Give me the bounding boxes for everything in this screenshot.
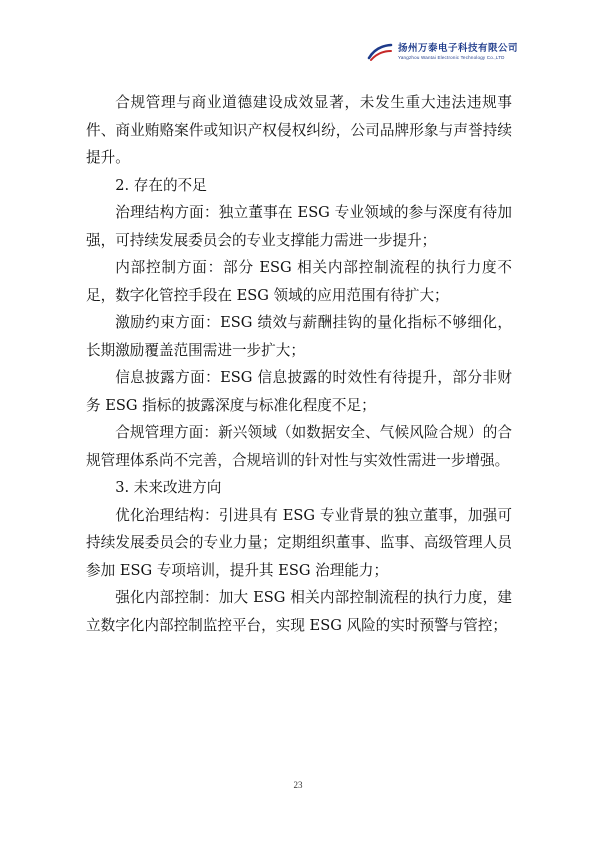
company-name-block: [398, 44, 518, 60]
page-number: 23: [293, 780, 303, 790]
paragraph-optimize-governance: 优化治理结构：引进具有 ESG 专业背景的独立董事，加强可持续发展委员会的专业力量；定期组织董事、监事、高级管理人员参加 ESG 专项培训，提升其 ESG 治理能力；: [86, 506, 512, 579]
paragraph-disclosure: 信息披露方面：ESG 信息披露的时效性有待提升，部分非财务 ESG 指标的披露深度与标准化程度不足；: [86, 369, 512, 414]
section-heading-improvement: 3. 未来改进方向: [115, 479, 222, 496]
company-header: [367, 42, 518, 62]
paragraph-strengthen-control: 强化内部控制：加大 ESG 相关内部控制流程的执行力度，建立数字化内部控制监控平台，实现 ESG 风险的实时预警与管控；: [86, 589, 512, 634]
section-heading-shortcomings: 2. 存在的不足: [115, 176, 207, 194]
company-logo-icon: [367, 42, 393, 62]
paragraph-compliance-summary: 合规管理与商业道德建设成效显著，未发生重大违法违规事件、商业贿赂案件或知识产权侵权纠纷，公司品牌形象与声誉持续提升。: [86, 94, 512, 166]
paragraph-compliance-management: 合规管理方面：新兴领域（如数据安全、气候风险合规）的合规管理体系尚不完善，合规培训的针对性与实效性需进一步增强。: [86, 424, 512, 469]
paragraph-governance-structure: 治理结构方面：独立董事在 ESG 专业领域的参与深度有待加强，可持续发展委员会的专业支撑能力需进一步提升；: [86, 204, 512, 249]
document-body: [86, 89, 512, 639]
paragraph-incentive: 激励约束方面：ESG 绩效与薪酬挂钩的量化指标不够细化，长期激励覆盖范围需进一步扩大；: [86, 314, 512, 359]
company-name-en: Yangzhou Wantai Electronic Technology Co.,LTD: [397, 54, 505, 60]
paragraph-internal-control: 内部控制方面：部分 ESG 相关内部控制流程的执行力度不足，数字化管控手段在 ESG 领域的应用范围有待扩大；: [86, 259, 512, 304]
company-name-cn: 扬州万泰电子科技有限公司: [397, 43, 518, 54]
